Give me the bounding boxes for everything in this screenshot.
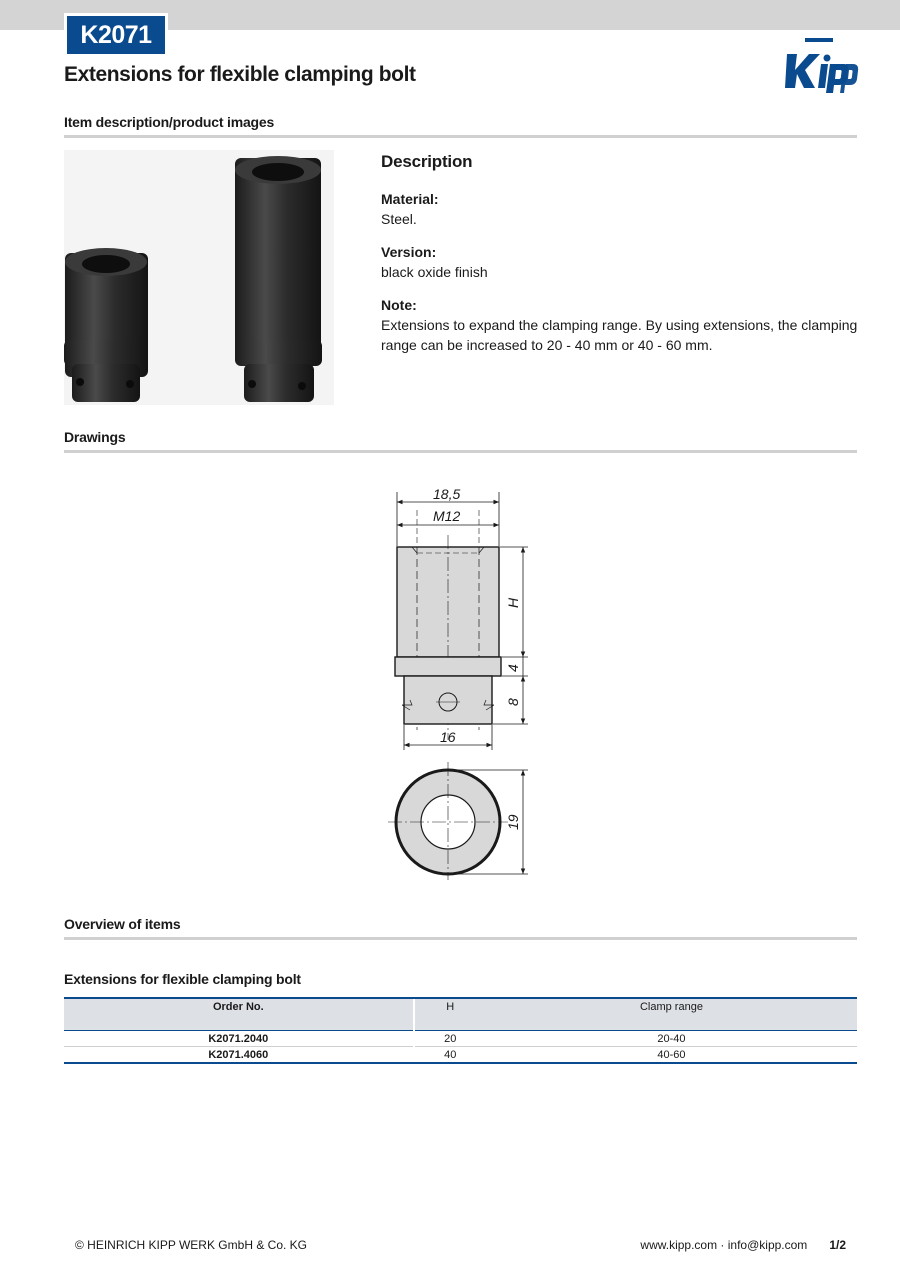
h-cell: 40 [414,1047,486,1064]
version-label: Version: [381,244,437,260]
page-title: Extensions for flexible clamping bolt [64,63,416,86]
dim-base-label: 16 [440,729,456,745]
note-value: Extensions to expand the clamping range. By using extensions, the clamping range can be increased to 20 - 40 mm or 40 - 60 mm. [381,317,858,353]
description-block [381,152,861,368]
table-row [64,1047,857,1064]
footer-right [640,1238,846,1252]
product-code: K2071 [67,16,165,54]
material-label: Material: [381,191,439,207]
clamp-range-cell: 40-60 [486,1047,857,1064]
section-heading-overview: Overview of items [64,916,181,932]
technical-drawing [380,480,540,880]
material-value: Steel. [381,211,417,227]
header-clamp-range: Clamp range [486,998,857,1031]
items-table [64,997,857,1064]
clamp-range-cell: 20-40 [486,1031,857,1047]
table-header-row [64,998,857,1031]
dim-collar-label: 4 [505,664,521,672]
description-heading: Description [381,152,473,171]
section-divider [64,937,857,940]
order-no-cell: K2071.2040 [64,1031,414,1047]
page-number: 1/2 [829,1238,846,1252]
footer-copyright: © HEINRICH KIPP WERK GmbH & Co. KG [75,1238,307,1252]
section-divider [64,135,857,138]
section-divider [64,450,857,453]
header-order-no: Order No. [64,998,414,1031]
product-code-badge [64,13,168,57]
dim-thread-label: M12 [433,508,461,524]
dim-h-label: H [505,597,521,608]
product-photo [64,150,334,405]
dim-diameter-label: 19 [505,814,521,830]
note-label: Note: [381,297,417,313]
h-cell: 20 [414,1031,486,1047]
order-no-cell: K2071.4060 [64,1047,414,1064]
header-h: H [414,998,486,1031]
kipp-logo [783,38,859,94]
section-heading-item-description: Item description/product images [64,114,275,130]
section-heading-drawings: Drawings [64,429,126,445]
table-row [64,1031,857,1047]
dim-outer-label: 18,5 [433,486,461,502]
table-title: Extensions for flexible clamping bolt [64,971,301,987]
version-value: black oxide finish [381,264,488,280]
footer-contact: www.kipp.com · info@kipp.com [640,1238,808,1252]
dim-bottom-label: 8 [505,698,521,706]
